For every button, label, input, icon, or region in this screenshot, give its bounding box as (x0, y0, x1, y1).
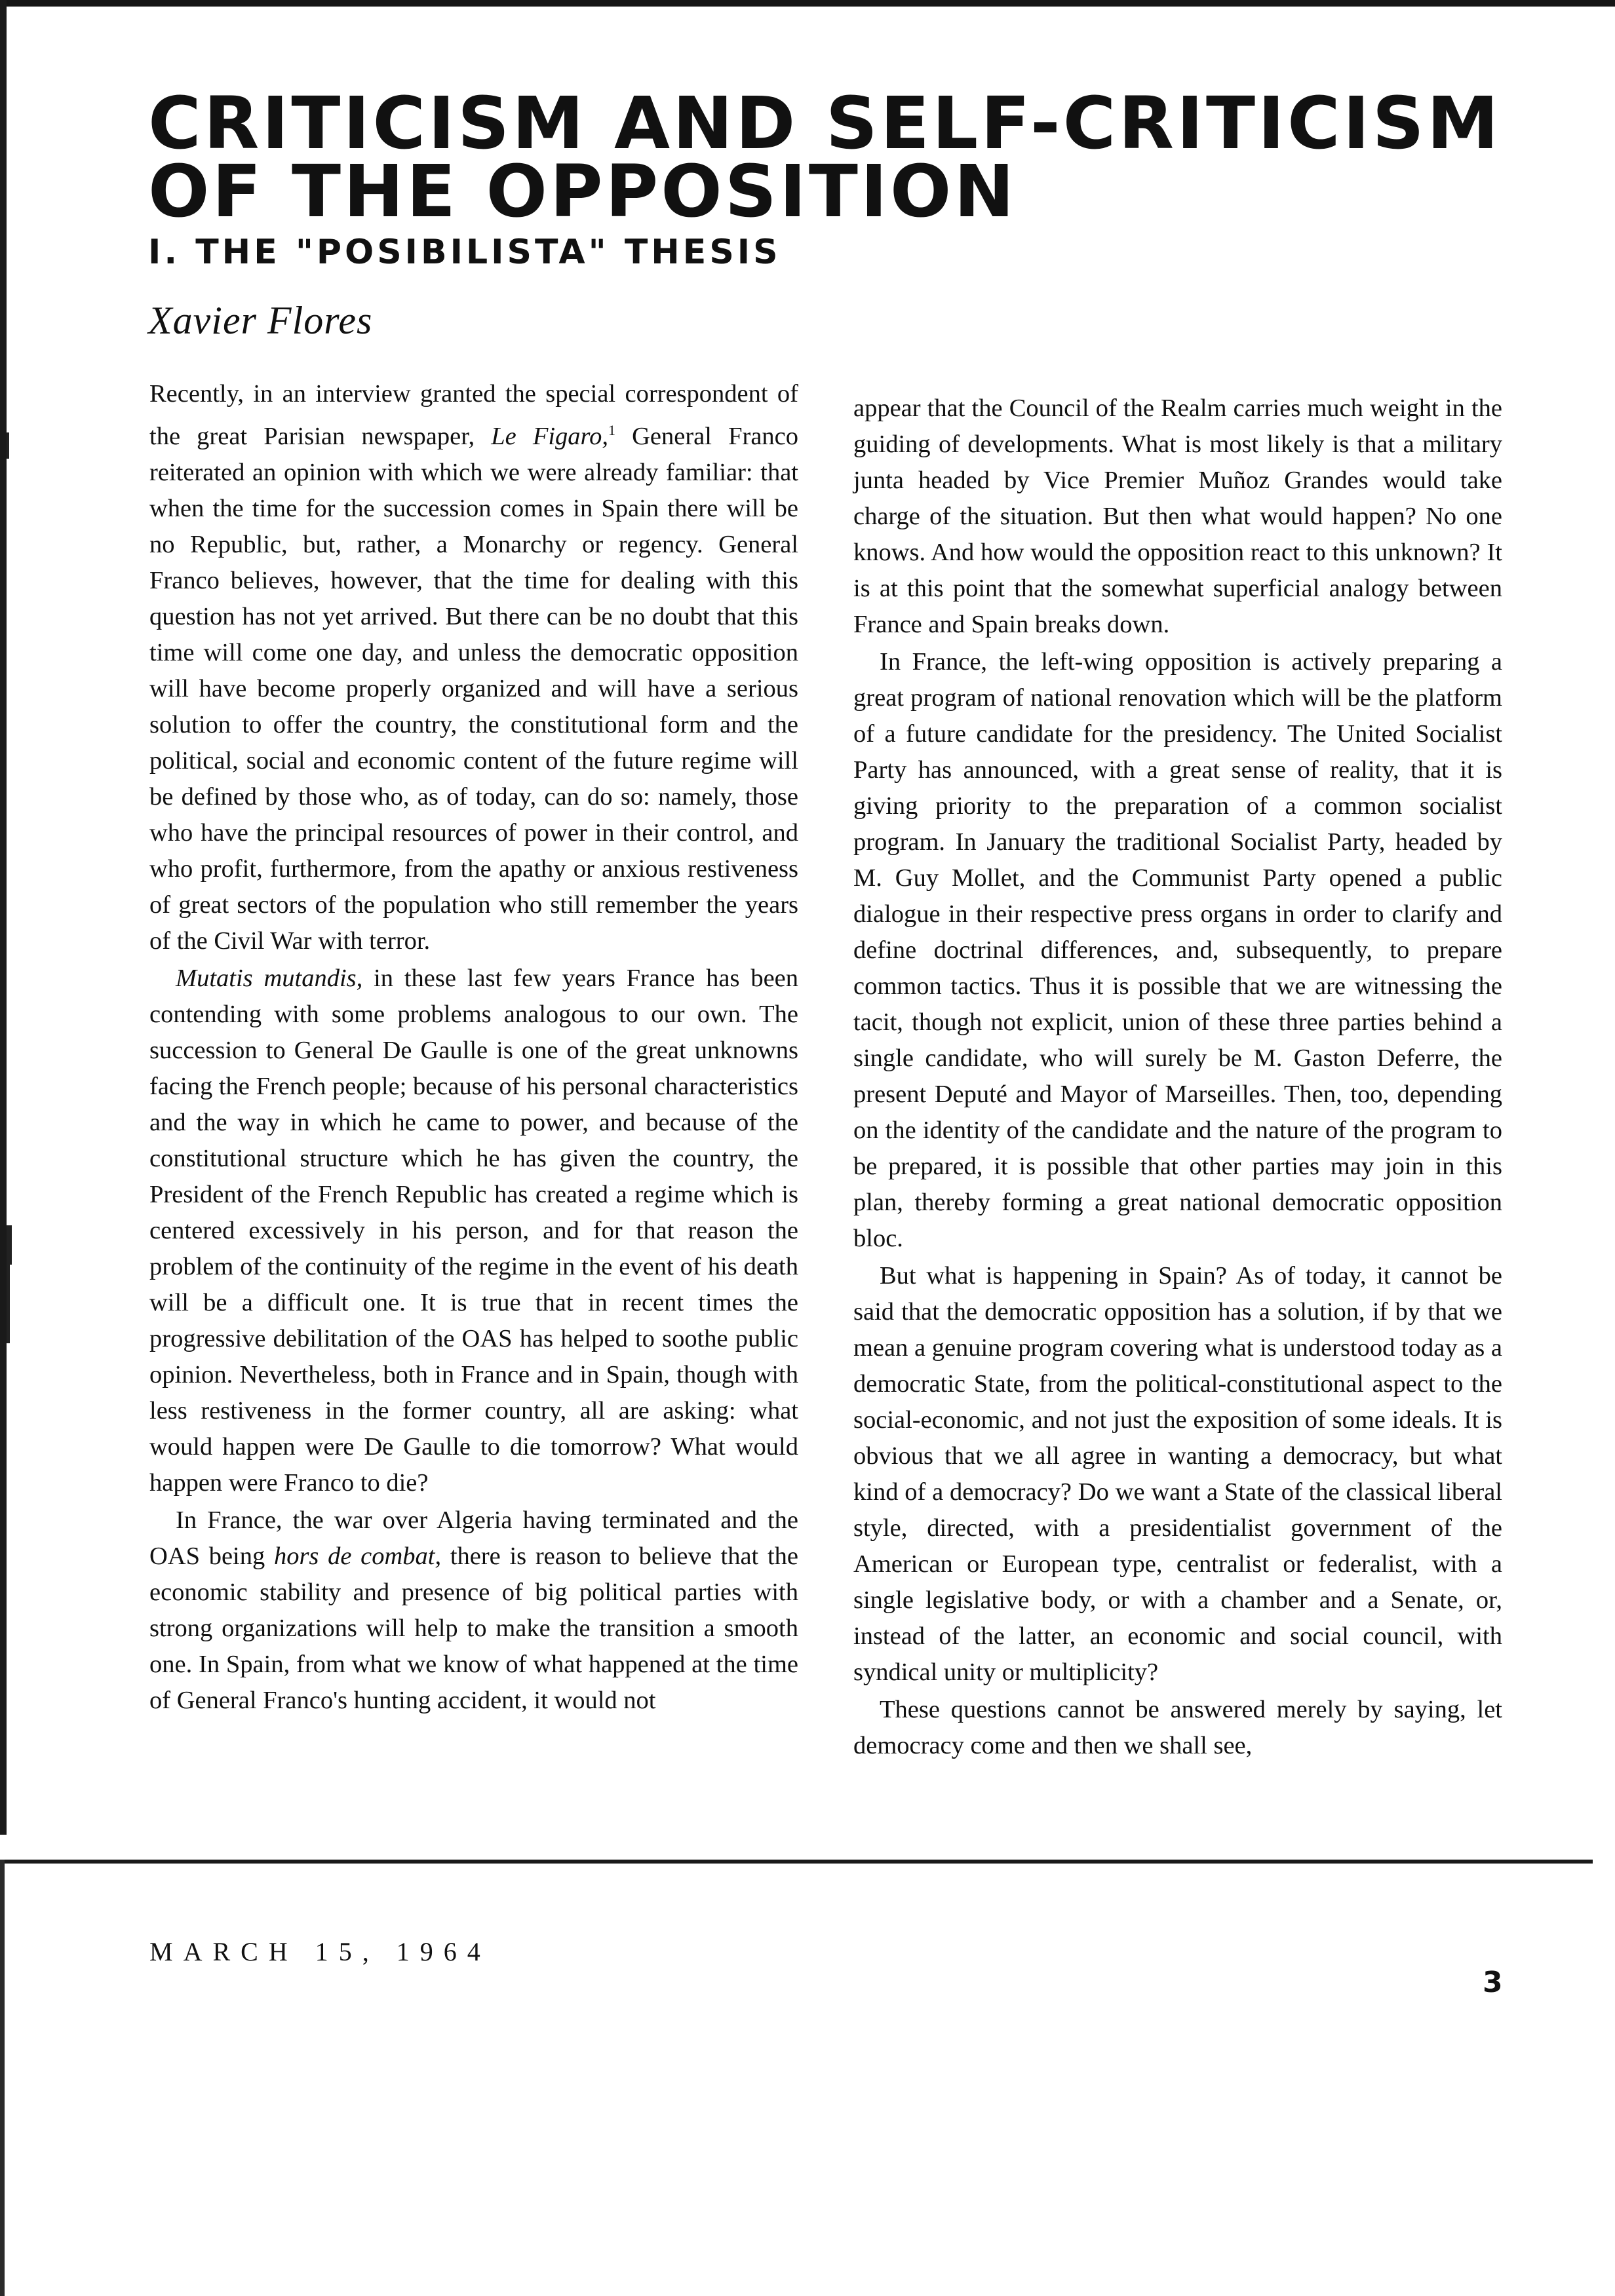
page-number: 3 (1483, 1966, 1503, 1999)
top-border-rule (0, 0, 1615, 7)
title-line-1: CRITICISM AND SELF-CRITICISM (148, 81, 1502, 165)
right-text-column (853, 391, 1502, 1764)
bottom-left-border-rule (0, 1860, 5, 2296)
scan-margin-mark (7, 1265, 10, 1343)
left-border-rule (0, 0, 7, 1835)
paragraph-text: Recently, in an interview granted the special correspondent of the great Parisian newspaper, (149, 380, 798, 450)
paragraph-text: General Franco reiterated an opinion with which we were already familiar: that when the time for the succession comes in Spain there will be no Republic, but, rather, a Monarchy or regency. General Franco believes, however, that the time for dealing with this question has not yet arrived. But there can be no doubt that this time will come one day, and unless the democratic opposition will have become properly organized and will have a serious solution to offer the country, the constitutional form and the political, social and economic content of the future regime will be defined by those who, as of today, can do so: namely, those who have the principal resources of power in their control, and who profit, furthermore, from the apathy or anxious restiveness of great sectors of the population who still remember the years of the Civil War with terror. (149, 422, 798, 955)
left-text-column (149, 376, 798, 1719)
article-title (148, 81, 1525, 233)
paragraph (149, 961, 798, 1501)
paragraph: appear that the Council of the Realm carries much weight in the guiding of developments. What is most likely is that a military junta headed by Vice Premier Muñoz Grandes would take charge of the situation. But then what would happen? No one knows. And how would the opposition react to this unknown? It is at this point that the somewhat superficial analogy between France and Spain breaks down. (853, 394, 1502, 638)
paragraph (149, 376, 798, 959)
paragraph: These questions cannot be answered merely by saying, let democracy come and then we shall see, (853, 1696, 1502, 1759)
paragraph-text: in these last few years France has been contending with some problems analogous to our own. The succession to General De Gaulle is one of the great unknowns facing the French people; because of his personal characteristics and the way in which he came to power, and because of the constitutional structure which he has given the country, the President of the French Republic has created a regime which is centered excessively in his person, and for that reason the problem of the continuity of the regime in the event of his death will be a difficult one. It is true that in recent times the progressive debilitation of the OAS has helped to soothe public opinion. Nevertheless, both in France and in Spain, though with less restiveness in the former country, all are asking: what would happen were De Gaulle to die tomorrow? What would happen were Franco to die? (149, 964, 798, 1497)
paragraph (149, 1502, 798, 1719)
author-byline: Xavier Flores (148, 299, 373, 342)
french-phrase: hors de combat, (273, 1542, 442, 1570)
bottom-border-rule (0, 1860, 1593, 1864)
title-line-2: OF THE OPPOSITION (148, 149, 1017, 233)
issue-date: MARCH 15, 1964 (149, 1937, 491, 1966)
scan-margin-mark (7, 432, 9, 459)
latin-phrase: Mutatis mutandis, (176, 964, 363, 992)
paragraph: In France, the left-wing opposition is actively preparing a great program of national renovation which will be the platform of a future candidate for the presidency. The United Socialist Party has announced, with a great sense of reality, that it is giving priority to the preparation of a common socialist program. In January the traditional Socialist Party, headed by M. Guy Mollet, and the Communist Party opened a public dialogue in their respective press organs in order to clarify and define doctrinal differences, and, subsequently, to prepare common tactics. Thus it is possible that we are witnessing the tacit, though not explicit, union of these three parties behind a single candidate, who will surely be M. Gaston Deferre, the present Deputé and Mayor of Marseilles. Then, too, depending on the identity of the candidate and the nature of the program to be prepared, it is possible that other parties may join in this plan, thereby forming a great national democratic opposition bloc. (853, 648, 1502, 1252)
paragraph: But what is happening in Spain? As of today, it cannot be said that the democratic opposition has a solution, if by that we mean a genuine program covering what is understood today as a democratic State, from the political-constitutional aspect to the social-economic, and not just the exposition of some ideals. It is obvious that we all agree in wanting a democracy, but what kind of a democracy? Do we want a State of the classical liberal style, directed, with a presidentialist government of the American or European type, centralist or federalist, with a single legislative body, or with a chamber and a Senate, or, instead of the latter, an economic and social council, with syndical unity or multiplicity? (853, 1262, 1503, 1686)
article-subtitle: I. THE "POSIBILISTA" THESIS (148, 233, 781, 272)
newspaper-name: Le Figaro, (491, 422, 608, 450)
paragraph-text: there is reason to believe that the economic stability and presence of big political parties with strong organizations will help to make the transition a smooth one. In Spain, from what we know of what happened at the time of General Franco's hunting accident, it would not (149, 1542, 798, 1714)
footnote-marker: 1 (608, 422, 615, 438)
paragraph-text: In France, the war over Algeria having terminated and the OAS being (149, 1506, 798, 1570)
scan-margin-mark (7, 1225, 12, 1265)
